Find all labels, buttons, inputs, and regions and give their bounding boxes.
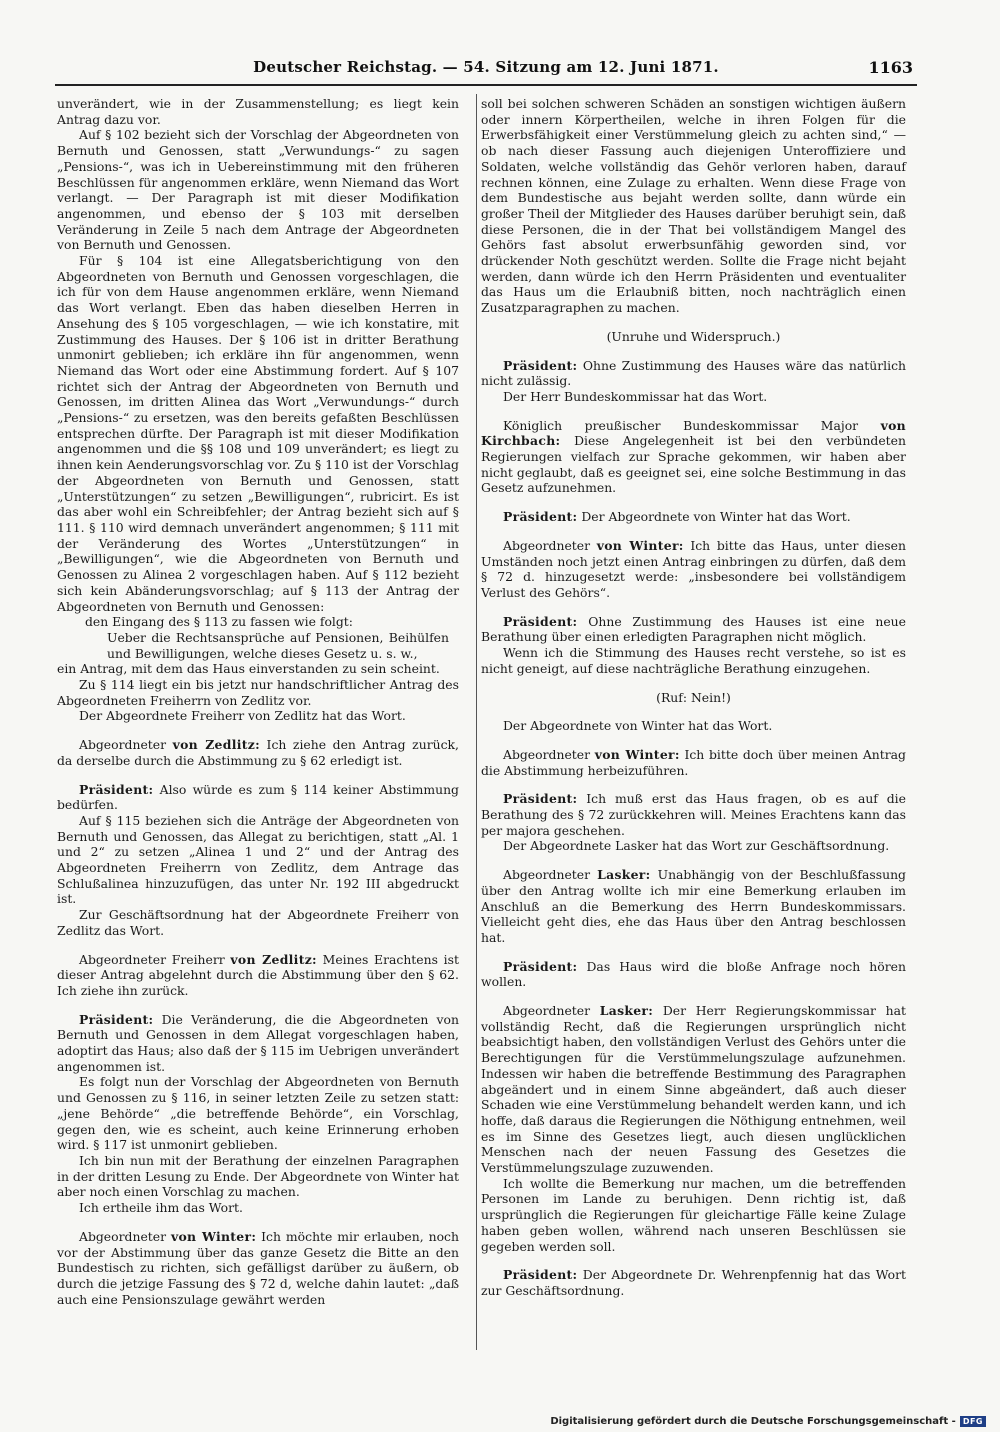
paragraph: Der Herr Bundeskommissar hat das Wort. <box>503 388 768 404</box>
speaker-title: Abgeordneter <box>503 867 591 883</box>
paragraph: Ich bin nun mit der Berathung der einzelnen Paragraphen in der dritten Lesung zu Ende. Der Abgeordnete von Winter hat aber noch einen Vorschlag zu machen. <box>57 1153 459 1200</box>
dfg-logo: DFG <box>960 1416 986 1427</box>
speaker-name: Präsident: <box>503 357 578 373</box>
speech-text: Unabhängig von der Beschlußfassung über den Antrag wollte ich mir eine Bemerkung erlauben im Anschluß an die Bemerkung des Herrn Bundeskommissars. Vielleicht geht dies, ehe das Haus über den Antrag beschlossen hat. <box>481 867 906 945</box>
speaker-name: Präsident: <box>503 791 578 807</box>
paragraph: Der Abgeordnete Lasker hat das Wort zur Geschäftsordnung. <box>503 838 890 854</box>
speaker-name: von Kirchbach: <box>481 417 906 449</box>
speech-text: Ohne Zustimmung des Hauses wäre das natürlich nicht zulässig. <box>481 357 906 389</box>
column-divider <box>476 94 477 1350</box>
speech-text: Also würde es zum § 114 keiner Abstimmung bedürfen. <box>57 781 459 813</box>
speech-text: Das Haus wird die bloße Anfrage noch hören wollen. <box>481 958 906 990</box>
speaker-title: Abgeordneter <box>503 1003 591 1019</box>
speaker-title: Abgeordneter <box>503 746 591 762</box>
paragraph: Auf § 102 bezieht sich der Vorschlag der Abgeordneten von Bernuth und Genossen, statt „Verwundungs-“ zu sagen „Pensions-“, was ich in Uebereinstimmung mit den früheren Beschlüssen für angenommen erkläre, wenn Niemand das Wort verlangt. — Der Paragraph ist mit dieser Modifikation angenommen, und ebenso der § 103 mit derselben Veränderung in Zeile 5 nach dem Antrage der Abgeordneten von Bernuth und Genossen. <box>57 127 459 253</box>
paragraph: Auf § 115 beziehen sich die Anträge der Abgeordneten von Bernuth und Genossen, das Allegat zu berichtigen, statt „Al. 1 und 2“ zu setzen „Alinea 1 und 2“ und der Antrag des Abgeordneten Freiherrn von Zedlitz, dem Antrage das Schlußalinea hinzuzufügen, das unter Nr. 192 III abgedruckt ist. <box>57 812 459 907</box>
speaker-name: Lasker: <box>599 1003 654 1019</box>
paragraph: Zu § 114 liegt ein bis jetzt nur handschriftlicher Antrag des Abgeordneten Freiherrn von Zedlitz vor. <box>57 677 459 708</box>
speech <box>57 1012 459 1075</box>
speaker-name: Präsident: <box>503 509 578 525</box>
paragraph: den Eingang des § 113 zu fassen wie folgt: <box>85 614 353 630</box>
right-column <box>481 96 906 1299</box>
digitization-credit <box>550 1414 986 1428</box>
speaker-title: Abgeordneter <box>503 537 591 553</box>
paragraph: Der Abgeordnete Freiherr von Zedlitz hat das Wort. <box>79 708 406 724</box>
speaker-title: Abgeordneter Freiherr <box>79 951 225 967</box>
speech-text: Der Abgeordnete von Winter hat das Wort. <box>581 509 851 525</box>
paragraph: Ich wollte die Bemerkung nur machen, um die betreffenden Personen im Lande zu beruhigen. Denn richtig ist, daß ursprünglich die Regierungen für gleichartige Fälle keine Zulage haben geben wollen, während nach unseren Beschlüssen sie gegeben werden soll. <box>481 1175 906 1254</box>
speaker-title: Abgeordneter <box>79 737 167 753</box>
header-rule <box>55 84 917 86</box>
quoted-amendment: Ueber die Rechtsansprüche auf Pensionen, Beihülfen und Bewilligungen, welche dieses Gesetz u. s. w., <box>107 629 449 661</box>
speech-text: Der Herr Regierungskommissar hat vollständig Recht, daß die Regierungen ursprünglich nicht beabsichtigt haben, den vollständigen Verlust des Gehörs unter die Berechtigungen für die Verstümmelungszulage aufzunehmen. Indessen wir haben die betreffende Bestimmung des Paragraphen abgeändert und in einem Sinne abgeändert, daß auch dieser Schaden wie eine Verstümmelung behandelt werden kann, und ich hoffe, daß daraus die Regierungen die Nöthigung entnehmen, weil es im Sinne des Gesetzes liegt, auch diesen unglücklichen Menschen nach der neuen Fassung des Gesetzes die Verstümmelungszulage zuzuwenden. <box>481 1003 906 1176</box>
paragraph: soll bei solchen schweren Schäden an sonstigen wichtigen äußern oder innern Körpertheilen, welche in ihren Folgen für die Erwerbsfähigkeit einer Verstümmelung gleich zu achten sind,“ — ob nach dieser Fassung auch diejenigen Unteroffiziere und Soldaten, welche vollständig das Gehör verloren haben, darauf rechnen können, eine Zulage zu erhalten. Wenn diese Frage von dem Bundestische aus bejaht werden sollte, dann würde ein großer Theil der Mitglieder des Hauses darüber beruhigt sein, daß diese Personen, die in der That bei vollständigem Mangel des Gehörs fast absolut erwerbsunfähig geworden sind, vor drückender Noth geschützt werden. Sollte die Frage nicht bejaht werden, dann würde ich den Herrn Präsidenten und eventualiter das Haus um die Erlaubniß bitten, noch nachträglich einen Zusatzparagraphen zu machen. <box>481 96 906 316</box>
speech <box>481 1003 906 1176</box>
speech <box>481 791 906 838</box>
paragraph: Ich ertheile ihm das Wort. <box>79 1200 243 1216</box>
speech-text: Ich möchte mir erlauben, noch vor der Abstimmung über das ganze Gesetz die Bitte an den Bundestisch zu richten, sich gefälligst darüber zu äußern, ob durch die jetzige Fassung des § 72 d, welche dahin lautet: „daß auch eine Pensionszulage gewährt werden <box>57 1228 459 1307</box>
paragraph: Der Abgeordnete von Winter hat das Wort. <box>503 718 773 734</box>
speaker-name: von Winter: <box>596 537 684 553</box>
speech <box>481 867 906 946</box>
speech <box>481 358 906 389</box>
speech-text: Meines Erachtens ist dieser Antrag abgelehnt durch die Abstimmung über den § 62. Ich ziehe ihn zurück. <box>57 951 459 998</box>
left-column <box>57 96 459 1307</box>
speech-text: Ich ziehe den Antrag zurück, da derselbe durch die Abstimmung zu § 62 erledigt ist. <box>57 737 459 768</box>
speech <box>481 509 906 525</box>
speaker-name: Präsident: <box>503 1267 578 1283</box>
speech-text: Ich bitte das Haus, unter diesen Umständen noch jetzt einen Antrag einbringen zu dürfen, daß dem § 72 d. hinzugesetzt werde: „insbesondere bei vollständigem Verlust des Gehörs“. <box>481 537 906 600</box>
speech <box>481 959 906 990</box>
interjection: (Unruhe und Widerspruch.) <box>606 328 781 344</box>
paragraph: Für § 104 ist eine Allegatsberichtigung von den Abgeordneten von Bernuth und Genossen vorgeschlagen, die ich für von dem Hause angenommen erkläre, wenn Niemand das Wort verlangt. Eben das haben dieselben Herren in Ansehung des § 105 vorgeschlagen, — wie ich konstatire, mit Zustimmung des Hauses. Der § 106 ist in dritter Berathung unmonirt geblieben; ich erkläre ihn für angenommen, wenn Niemand das Wort oder eine Abstimmung fordert. Auf § 107 richtet sich der Antrag der Abgeordneten von Bernuth und Genossen, im dritten Alinea das Wort „Verwundungs-“ durch „Pensions-“ zu ersetzen, was den bereits gefaßten Beschlüssen entsprechen dürfte. Der Paragraph ist mit dieser Modifikation angenommen und die §§ 108 und 109 unverändert; es liegt zu ihnen kein Aenderungsvorschlag vor. Zu § 110 ist der Vorschlag der Abgeordneten von Bernuth und Genossen, statt „Unterstützungen“ zu setzen „Bewilligungen“, rubricirt. Es ist das aber wohl ein Schreibfehler; der Antrag bezieht sich auf § 111. § 110 wird demnach unverändert angenommen; § 111 mit der Veränderung des Wortes „Unterstützungen“ in „Bewilligungen“, wie die Abgeordneten von Bernuth und Genossen zu Alinea 2 vorgeschlagen haben. Auf § 112 bezieht sich kein Abänderungsvorschlag; auf § 113 der Antrag der Abgeordneten von Bernuth und Genossen: <box>57 253 459 614</box>
speech <box>57 1229 459 1308</box>
speaker-title: Königlich preußischer Bundeskommissar Major <box>503 417 859 433</box>
paragraph: unverändert, wie in der Zusammenstellung; es liegt kein Antrag dazu vor. <box>57 96 459 127</box>
speech <box>481 538 906 601</box>
speech-text: Ich bitte doch über meinen Antrag die Abstimmung herbeizuführen. <box>481 746 906 778</box>
speech-text: Diese Angelegenheit ist bei den verbündeten Regierungen vielfach zur Sprache gekommen, wir haben aber nicht geglaubt, daß es geeignet sei, eine solche Bestimmung in das Gesetz aufzunehmen. <box>481 433 906 496</box>
speech-text: Die Veränderung, die die Abgeordneten von Bernuth und Genossen in dem Allegat vorgeschlagen haben, adoptirt das Haus; also daß der § 115 im Uebrigen unverändert angenommen ist. <box>57 1011 459 1074</box>
speech <box>481 418 906 497</box>
speaker-name: Präsident: <box>503 958 578 974</box>
speech <box>57 782 459 813</box>
header-title: Deutscher Reichstag. — 54. Sitzung am 12. Juni 1871. <box>253 58 719 76</box>
speaker-title: Abgeordneter <box>79 1228 167 1244</box>
speaker-name: Präsident: <box>79 781 154 797</box>
page-number: 1163 <box>868 58 913 77</box>
running-header <box>55 58 917 80</box>
speech <box>481 1267 906 1298</box>
speech <box>57 952 459 999</box>
speaker-name: Präsident: <box>503 613 578 629</box>
speech <box>481 747 906 778</box>
speech-text: Ich muß erst das Haus fragen, ob es auf die Berathung des § 72 zurückkehren will. Meines Erachtens kann das per majora geschehen. <box>481 791 906 838</box>
speech-text: Ohne Zustimmung des Hauses ist eine neue Berathung über einen erledigten Paragraphen nicht möglich. <box>481 613 906 645</box>
speaker-name: von Zedlitz: <box>230 951 317 967</box>
speaker-name: Präsident: <box>79 1011 154 1027</box>
speaker-name: Lasker: <box>597 867 651 883</box>
paragraph: Zur Geschäftsordnung hat der Abgeordnete Freiherr von Zedlitz das Wort. <box>57 907 459 938</box>
speech <box>481 614 906 645</box>
paragraph: ein Antrag, mit dem das Haus einverstanden zu sein scheint. <box>57 661 440 677</box>
paragraph: Es folgt nun der Vorschlag der Abgeordneten von Bernuth und Genossen zu § 116, in seiner letzten Zeile zu setzen statt: „jene Behörde“ „die betreffende Behörde“, ein Vorschlag, gegen den, wie es scheint, auch keine Erinnerung erhoben wird. § 117 ist unmonirt geblieben. <box>57 1074 459 1153</box>
interjection: (Ruf: Nein!) <box>656 689 731 705</box>
speaker-name: von Zedlitz: <box>172 737 260 753</box>
credit-text: Digitalisierung gefördert durch die Deutsche Forschungsgemeinschaft - <box>550 1415 956 1427</box>
speaker-name: von Winter: <box>170 1228 257 1244</box>
speech-text: Der Abgeordnete Dr. Wehrenpfennig hat das Wort zur Geschäftsordnung. <box>481 1267 906 1298</box>
speaker-name: von Winter: <box>594 746 680 762</box>
speech <box>57 737 459 768</box>
paragraph: Wenn ich die Stimmung des Hauses recht verstehe, so ist es nicht geneigt, auf diese nachträgliche Berathung einzugehen. <box>481 645 906 676</box>
